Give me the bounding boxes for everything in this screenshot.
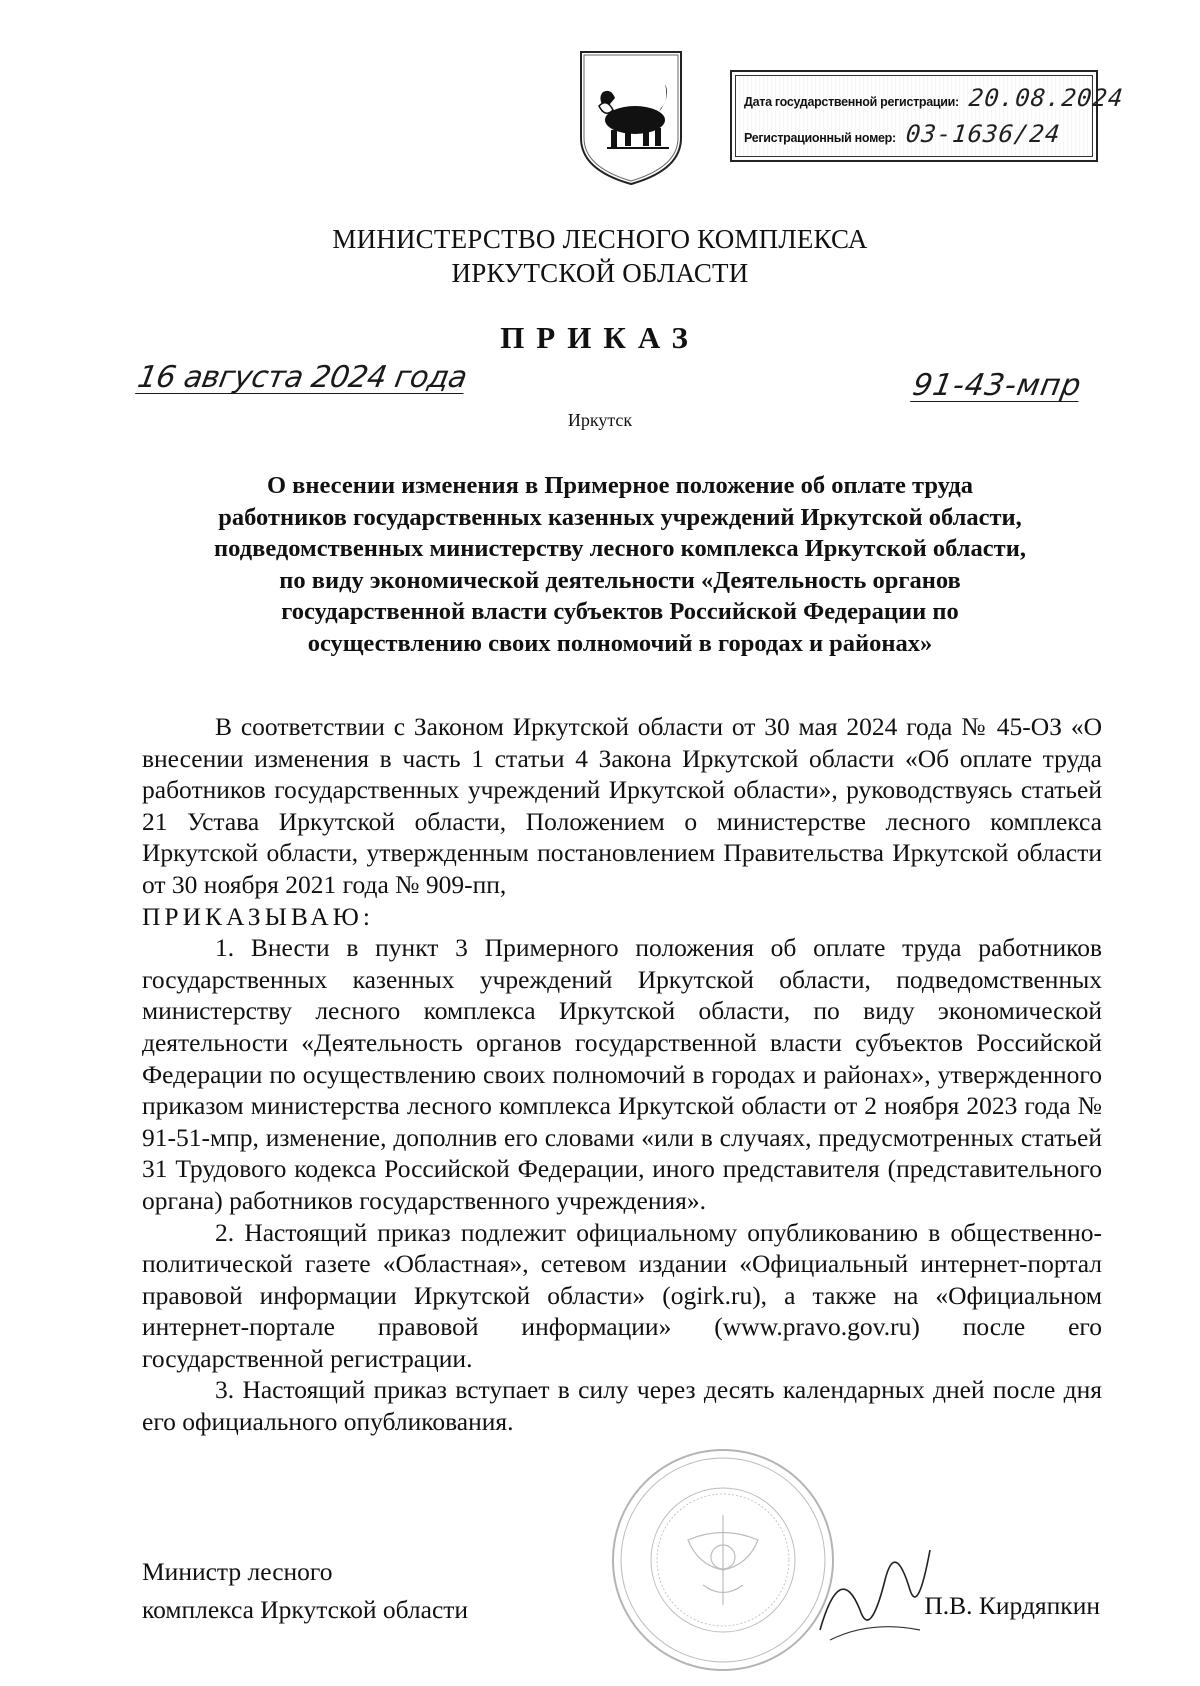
document-title xyxy=(140,470,1100,659)
city-name: Иркутск xyxy=(567,410,633,430)
signatory-position xyxy=(142,1553,468,1629)
title-line: О внесении изменения в Примерное положение об оплате труда xyxy=(266,472,974,499)
signatory-position-line1: Министр лесного xyxy=(142,1557,333,1586)
registration-number-label: Регистрационный номер: xyxy=(744,131,896,145)
preamble-paragraph: В соответствии с Законом Иркутской области от 30 мая 2024 года № 45-ОЗ «О внесении изменения в часть 1 статьи 4 Закона Иркутской области «Об оплате труда работников государственных учреждений Иркутской области», руководствуясь статьей 21 Устава Иркутской области, Положением о министерстве лесного комплекса Иркутской области, утвержденным постановлением Правительства Иркутской области от 30 ноября 2021 года № 909-пп, xyxy=(142,712,1102,899)
coat-of-arms-icon xyxy=(577,48,685,188)
title-line: работников государственных казенных учреждений Иркутской области, xyxy=(218,503,1022,531)
document-body xyxy=(142,711,1102,1438)
order-item-2: 2. Настоящий приказ подлежит официальному опубликованию в общественно-политической газете «Областная», сетевом издании «Официальный интернет-портал правовой информации Иркутской области» (ogirk.ru), а также на «Официальном интернет-портале правовой информации» (www.pravo.gov.ru) после его государственной регистрации. xyxy=(142,1217,1102,1373)
order-word: ПРИКАЗЫВАЮ: xyxy=(142,901,374,931)
registration-date-label: Дата государственной регистрации: xyxy=(744,95,959,109)
handwritten-number: 91-43-мпр xyxy=(909,368,1085,403)
title-line: государственной власти субъектов Российской Федерации по xyxy=(281,598,959,625)
registration-number-value: 03-1636/24 xyxy=(904,120,1062,148)
signatory-position-line2: комплекса Иркутской области xyxy=(142,1595,469,1624)
title-line: подведомственных министерству лесного комплекса Иркутской области, xyxy=(214,535,1026,562)
registration-stamp xyxy=(730,70,1125,162)
title-line: по виду экономической деятельности «Деятельность органов xyxy=(279,566,961,594)
title-line: осуществлению своих полномочий в городах и районах» xyxy=(307,629,933,657)
ministry-name xyxy=(0,222,1200,290)
signature-icon xyxy=(800,1520,940,1650)
ministry-name-line1: МИНИСТЕРСТВО ЛЕСНОГО КОМПЛЕКСА xyxy=(332,224,868,254)
registration-number-row xyxy=(744,120,1086,156)
document-type-heading: ПРИКАЗ xyxy=(500,320,700,355)
registration-date-value: 20.08.2024 xyxy=(967,84,1125,112)
handwritten-date: 16 августа 2024 года xyxy=(134,360,470,395)
signatory-name: П.В. Кирдяпкин xyxy=(924,1591,1100,1620)
ministry-name-line2: ИРКУТСКОЙ ОБЛАСТИ xyxy=(451,258,749,288)
registration-date-row xyxy=(744,84,1125,120)
order-item-1: 1. Внести в пункт 3 Примерного положения об оплате труда работников государственных казенных учреждений Иркутской области, подведомственных министерству лесного комплекса Иркутской области, по виду экономической деятельности «Деятельность органов государственной власти субъектов Российской Федерации по осуществлению своих полномочий в городах и районах», утвержденного приказом министерства лесного комплекса Иркутской области от 2 ноября 2023 года № 91-51-мпр, изменение, дополнив его словами «или в случаях, предусмотренных статьей 31 Трудового кодекса Российской Федерации, иного представителя (представительного органа) работников государственного учреждения». xyxy=(142,933,1102,1215)
registration-stamp-inner xyxy=(735,75,1125,157)
order-item-3: 3. Настоящий приказ вступает в силу через десять календарных дней после дня его официального опубликования. xyxy=(142,1375,1102,1437)
